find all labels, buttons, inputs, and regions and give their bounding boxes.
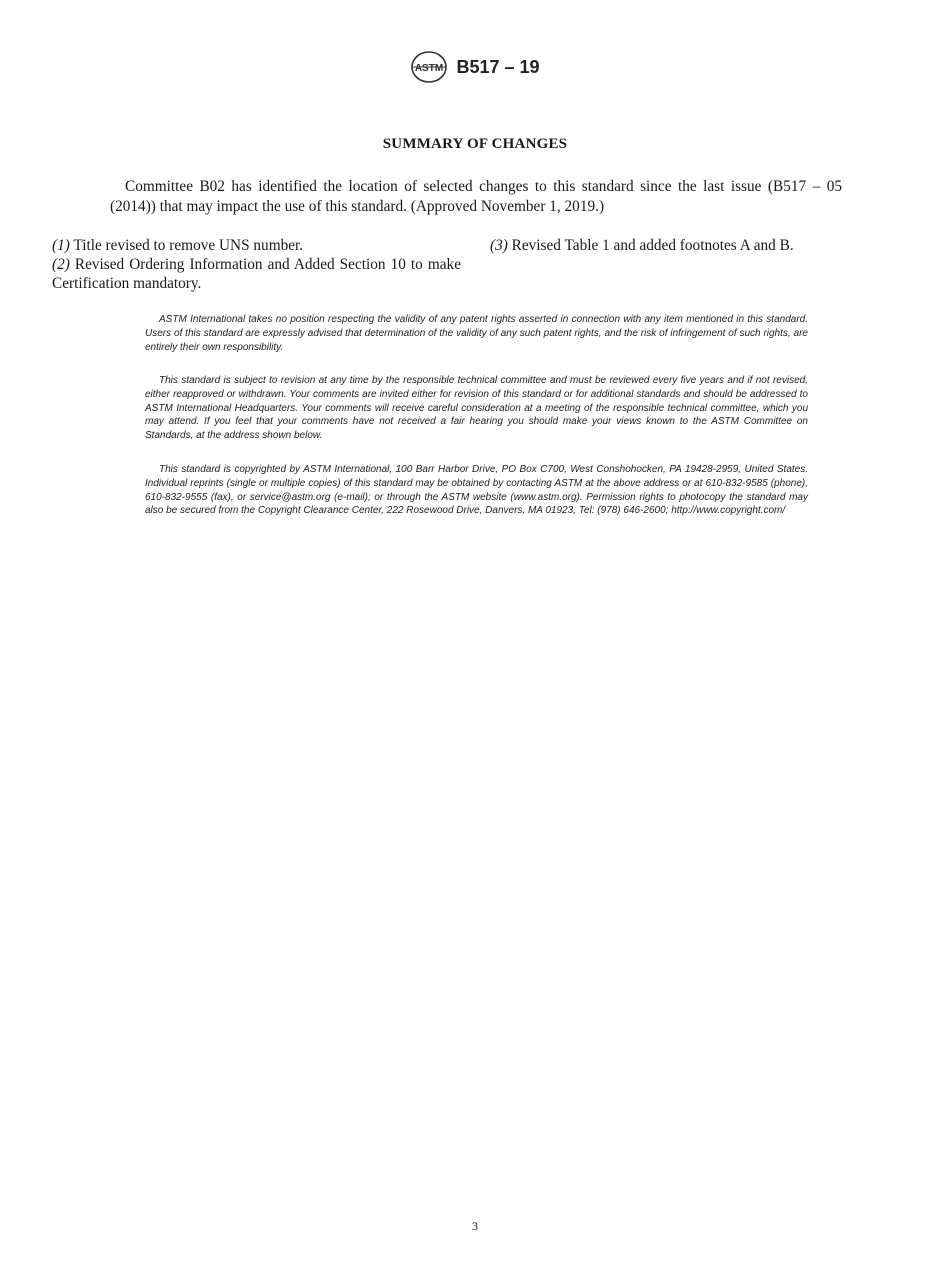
change-item-3	[490, 236, 890, 255]
page-header	[0, 50, 950, 84]
astm-logo-text: ASTM	[415, 63, 444, 74]
change-item-1	[52, 236, 461, 255]
change-number: (2)	[52, 256, 70, 273]
astm-logo-icon	[410, 50, 448, 84]
copyright-notice: This standard is copyrighted by ASTM International, 100 Barr Harbor Drive, PO Box C700, West Conshohocken, PA 19428-2959, United States. Individual reprints (single or multiple copies) of this standard may be obtained by contacting ASTM at the above address or at 610-832-9585 (phone), 610-832-9555 (fax), or service@astm.org (e-mail); or through the ASTM website (www.astm.org). Permission rights to photocopy the standard may also be secured from the Copyright Clearance Center, 222 Rosewood Drive, Danvers, MA 01923, Tel: (978) 646-2600; http://www.copyright.com/	[145, 464, 808, 517]
summary-title: SUMMARY OF CHANGES	[382, 136, 568, 152]
standard-designation: B517 – 19	[456, 56, 540, 77]
changes-column-left	[52, 236, 461, 293]
change-text: Title revised to remove UNS number.	[69, 237, 304, 254]
changes-column-right	[490, 236, 890, 255]
patent-notice: ASTM International takes no position respecting the validity of any patent rights asserted in connection with any item mentioned in this standard. Users of this standard are expressly advised that determination of the validity of any such patent rights, and the risk of infringement of such rights, are entirely their own responsibility.	[145, 314, 808, 353]
change-text: Revised Ordering Information and Added Section 10 to make Certification mandatory.	[52, 256, 461, 292]
change-item-2	[52, 255, 461, 293]
summary-intro: Committee B02 has identified the location of selected changes to this standard since the last issue (B517 – 05 (2014)) that may impact the use of this standard. (Approved November 1, 2019.)	[110, 178, 842, 215]
change-text: Revised Table 1 and added footnotes A and B.	[507, 237, 794, 254]
revision-notice: This standard is subject to revision at any time by the responsible technical committee and must be reviewed every five years and if not revised, either reapproved or withdrawn. Your comments are invited either for revision of this standard or for additional standards and should be addressed to ASTM International Headquarters. Your comments will receive careful consideration at a meeting of the responsible technical committee, which you may attend. If you feel that your comments have not received a fair hearing you should make your views known to the ASTM Committee on Standards, at the address shown below.	[145, 375, 808, 442]
change-number: (1)	[52, 237, 70, 254]
page-number: 3	[472, 1219, 478, 1233]
change-number: (3)	[490, 237, 508, 254]
